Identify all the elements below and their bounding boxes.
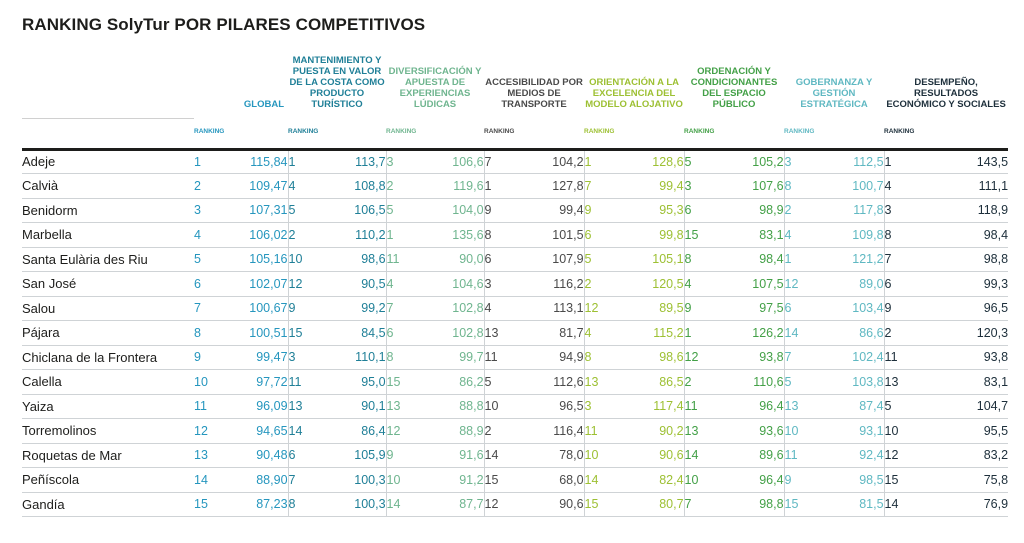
gobernanza-value-cell: 81,5 [820, 492, 884, 517]
desempeno-rank-cell: 4 [884, 174, 920, 199]
mantenimiento-value-cell: 105,9 [324, 443, 386, 468]
ordenacion-rank-cell: 12 [684, 345, 720, 370]
desempeno-rank-cell: 8 [884, 223, 920, 248]
ordenacion-value-cell: 93,6 [720, 419, 784, 444]
municipality-name: San José [22, 272, 194, 297]
ordenacion-value-cell: 107,5 [720, 272, 784, 297]
gobernanza-rank-cell: 10 [784, 419, 820, 444]
global-rank-cell: 10 [194, 370, 230, 395]
accesibilidad-value-cell: 99,4 [520, 198, 584, 223]
ordenacion-value-cell: 98,9 [720, 198, 784, 223]
accesibilidad-rank-cell: 13 [484, 321, 520, 346]
global-value-cell: 97,72 [230, 370, 288, 395]
orientacion-rank-cell: 2 [584, 272, 620, 297]
orientacion-rank-cell: 6 [584, 223, 620, 248]
diversificacion-value-cell: 102,8 [422, 296, 484, 321]
ranking-table [22, 44, 1008, 517]
accesibilidad-value-cell: 127,8 [520, 174, 584, 199]
table-row [22, 370, 1008, 395]
municipality-name: Salou [22, 296, 194, 321]
orientacion-rank-cell: 14 [584, 468, 620, 493]
accesibilidad-rank-cell: 6 [484, 247, 520, 272]
accesibilidad-value-cell: 94,9 [520, 345, 584, 370]
desempeno-rank-cell: 13 [884, 370, 920, 395]
mantenimiento-rank-cell: 7 [288, 468, 324, 493]
orientacion-value-cell: 89,5 [620, 296, 684, 321]
diversificacion-value-cell: 135,6 [422, 223, 484, 248]
orientacion-value-cell: 105,1 [620, 247, 684, 272]
header-mantenimiento: MANTENIMIENTO Y PUESTA EN VALOR DE LA COSTA COMO PRODUCTO TURÍSTICO [289, 55, 385, 110]
orientacion-value-cell: 120,5 [620, 272, 684, 297]
accesibilidad-rank-cell: 10 [484, 394, 520, 419]
accesibilidad-value-cell: 101,5 [520, 223, 584, 248]
global-value-cell: 100,67 [230, 296, 288, 321]
accesibilidad-value-cell: 113,1 [520, 296, 584, 321]
desempeno-value-cell: 104,7 [920, 394, 1008, 419]
gobernanza-rank-cell: 14 [784, 321, 820, 346]
accesibilidad-value-cell: 78,0 [520, 443, 584, 468]
municipality-name: Torremolinos [22, 419, 194, 444]
table-row [22, 174, 1008, 199]
mantenimiento-value-cell: 110,2 [324, 223, 386, 248]
orientacion-rank-cell: 13 [584, 370, 620, 395]
mantenimiento-rank-cell: 3 [288, 345, 324, 370]
accesibilidad-rank-cell: 14 [484, 443, 520, 468]
municipality-name: Calvià [22, 174, 194, 199]
desempeno-rank-cell: 5 [884, 394, 920, 419]
accesibilidad-rank-cell: 3 [484, 272, 520, 297]
diversificacion-rank-cell: 4 [386, 272, 422, 297]
desempeno-value-cell: 120,3 [920, 321, 1008, 346]
desempeno-rank-cell: 3 [884, 198, 920, 223]
desempeno-rank-cell: 12 [884, 443, 920, 468]
gobernanza-rank-cell: 3 [784, 149, 820, 174]
ordenacion-value-cell: 83,1 [720, 223, 784, 248]
mantenimiento-value-cell: 106,5 [324, 198, 386, 223]
desempeno-rank-cell: 9 [884, 296, 920, 321]
orientacion-rank-cell: 8 [584, 345, 620, 370]
orientacion-value-cell: 115,2 [620, 321, 684, 346]
global-value-cell: 106,02 [230, 223, 288, 248]
ranking-label-accesibilidad: RANKING [484, 128, 515, 136]
desempeno-rank-cell: 15 [884, 468, 920, 493]
header-ordenacion: ORDENACIÓN Y CONDICIONANTES DEL ESPACIO PÚBLICO [690, 66, 778, 110]
accesibilidad-rank-cell: 12 [484, 492, 520, 517]
ranking-label-diversificacion: RANKING [386, 128, 417, 136]
ranking-label-gobernanza: RANKING [784, 128, 815, 136]
diversificacion-value-cell: 87,7 [422, 492, 484, 517]
gobernanza-rank-cell: 15 [784, 492, 820, 517]
ordenacion-rank-cell: 14 [684, 443, 720, 468]
accesibilidad-rank-cell: 15 [484, 468, 520, 493]
mantenimiento-rank-cell: 2 [288, 223, 324, 248]
table-row [22, 345, 1008, 370]
municipality-name: Santa Eulària des Riu [22, 247, 194, 272]
header-accesibilidad: ACCESIBILIDAD POR MEDIOS DE TRANSPORTE [485, 77, 583, 110]
ordenacion-value-cell: 96,4 [720, 394, 784, 419]
diversificacion-rank-cell: 13 [386, 394, 422, 419]
diversificacion-value-cell: 88,9 [422, 419, 484, 444]
municipality-name: Benidorm [22, 198, 194, 223]
header-gobernanza: GOBERNANZA Y GESTIÓN ESTRATÉGICA [795, 77, 873, 110]
global-rank-cell: 1 [194, 149, 230, 174]
mantenimiento-value-cell: 99,2 [324, 296, 386, 321]
orientacion-value-cell: 117,4 [620, 394, 684, 419]
diversificacion-rank-cell: 12 [386, 419, 422, 444]
desempeno-value-cell: 83,1 [920, 370, 1008, 395]
orientacion-value-cell: 90,2 [620, 419, 684, 444]
gobernanza-rank-cell: 6 [784, 296, 820, 321]
diversificacion-rank-cell: 15 [386, 370, 422, 395]
table-row [22, 419, 1008, 444]
desempeno-rank-cell: 6 [884, 272, 920, 297]
global-value-cell: 96,09 [230, 394, 288, 419]
mantenimiento-value-cell: 95,0 [324, 370, 386, 395]
municipality-name: Peñíscola [22, 468, 194, 493]
gobernanza-rank-cell: 9 [784, 468, 820, 493]
ordenacion-rank-cell: 5 [684, 149, 720, 174]
table-row [22, 394, 1008, 419]
ranking-label-orientacion: RANKING [584, 128, 615, 136]
orientacion-value-cell: 82,4 [620, 468, 684, 493]
gobernanza-value-cell: 121,2 [820, 247, 884, 272]
gobernanza-value-cell: 100,7 [820, 174, 884, 199]
ordenacion-rank-cell: 9 [684, 296, 720, 321]
orientacion-rank-cell: 5 [584, 247, 620, 272]
accesibilidad-value-cell: 107,9 [520, 247, 584, 272]
table-row [22, 149, 1008, 174]
global-rank-cell: 6 [194, 272, 230, 297]
global-value-cell: 90,48 [230, 443, 288, 468]
gobernanza-value-cell: 98,5 [820, 468, 884, 493]
table-row [22, 296, 1008, 321]
desempeno-value-cell: 143,5 [920, 149, 1008, 174]
mantenimiento-rank-cell: 8 [288, 492, 324, 517]
gobernanza-rank-cell: 1 [784, 247, 820, 272]
mantenimiento-rank-cell: 4 [288, 174, 324, 199]
accesibilidad-rank-cell: 8 [484, 223, 520, 248]
diversificacion-value-cell: 88,8 [422, 394, 484, 419]
orientacion-value-cell: 99,8 [620, 223, 684, 248]
desempeno-value-cell: 118,9 [920, 198, 1008, 223]
mantenimiento-value-cell: 110,1 [324, 345, 386, 370]
ordenacion-rank-cell: 3 [684, 174, 720, 199]
mantenimiento-value-cell: 84,5 [324, 321, 386, 346]
mantenimiento-rank-cell: 12 [288, 272, 324, 297]
desempeno-value-cell: 75,8 [920, 468, 1008, 493]
global-value-cell: 109,47 [230, 174, 288, 199]
gobernanza-rank-cell: 4 [784, 223, 820, 248]
orientacion-rank-cell: 1 [584, 149, 620, 174]
gobernanza-rank-cell: 5 [784, 370, 820, 395]
mantenimiento-value-cell: 98,6 [324, 247, 386, 272]
header-global: GLOBAL [243, 99, 285, 110]
accesibilidad-value-cell: 116,2 [520, 272, 584, 297]
gobernanza-value-cell: 109,8 [820, 223, 884, 248]
ordenacion-value-cell: 98,8 [720, 492, 784, 517]
diversificacion-rank-cell: 2 [386, 174, 422, 199]
ordenacion-value-cell: 126,2 [720, 321, 784, 346]
ordenacion-rank-cell: 1 [684, 321, 720, 346]
ranking-subheader-row [22, 118, 1008, 149]
diversificacion-value-cell: 104,6 [422, 272, 484, 297]
diversificacion-value-cell: 90,0 [422, 247, 484, 272]
desempeno-value-cell: 98,8 [920, 247, 1008, 272]
ordenacion-rank-cell: 7 [684, 492, 720, 517]
desempeno-value-cell: 98,4 [920, 223, 1008, 248]
mantenimiento-value-cell: 108,8 [324, 174, 386, 199]
gobernanza-value-cell: 117,8 [820, 198, 884, 223]
accesibilidad-rank-cell: 2 [484, 419, 520, 444]
accesibilidad-rank-cell: 1 [484, 174, 520, 199]
gobernanza-rank-cell: 2 [784, 198, 820, 223]
table-row [22, 321, 1008, 346]
gobernanza-value-cell: 86,6 [820, 321, 884, 346]
accesibilidad-rank-cell: 9 [484, 198, 520, 223]
global-rank-cell: 3 [194, 198, 230, 223]
ordenacion-value-cell: 97,5 [720, 296, 784, 321]
mantenimiento-value-cell: 113,7 [324, 149, 386, 174]
diversificacion-value-cell: 119,6 [422, 174, 484, 199]
global-rank-cell: 11 [194, 394, 230, 419]
table-row [22, 492, 1008, 517]
desempeno-value-cell: 83,2 [920, 443, 1008, 468]
diversificacion-rank-cell: 10 [386, 468, 422, 493]
global-value-cell: 115,84 [230, 149, 288, 174]
column-header-row [22, 44, 1008, 118]
subheader-blank [22, 118, 194, 149]
ordenacion-value-cell: 110,6 [720, 370, 784, 395]
ranking-label-mantenimiento: RANKING [288, 128, 319, 136]
gobernanza-value-cell: 112,5 [820, 149, 884, 174]
orientacion-rank-cell: 9 [584, 198, 620, 223]
mantenimiento-rank-cell: 13 [288, 394, 324, 419]
desempeno-rank-cell: 1 [884, 149, 920, 174]
municipality-name: Yaiza [22, 394, 194, 419]
accesibilidad-value-cell: 112,6 [520, 370, 584, 395]
gobernanza-value-cell: 103,8 [820, 370, 884, 395]
table-row [22, 272, 1008, 297]
municipality-name: Adeje [22, 149, 194, 174]
mantenimiento-value-cell: 90,5 [324, 272, 386, 297]
orientacion-rank-cell: 15 [584, 492, 620, 517]
diversificacion-value-cell: 99,7 [422, 345, 484, 370]
orientacion-value-cell: 128,6 [620, 149, 684, 174]
orientacion-value-cell: 98,6 [620, 345, 684, 370]
global-rank-cell: 15 [194, 492, 230, 517]
accesibilidad-value-cell: 68,0 [520, 468, 584, 493]
table-row [22, 198, 1008, 223]
ordenacion-value-cell: 98,4 [720, 247, 784, 272]
gobernanza-value-cell: 102,4 [820, 345, 884, 370]
global-rank-cell: 5 [194, 247, 230, 272]
diversificacion-value-cell: 102,8 [422, 321, 484, 346]
mantenimiento-rank-cell: 6 [288, 443, 324, 468]
global-value-cell: 99,47 [230, 345, 288, 370]
table-row [22, 443, 1008, 468]
header-diversificacion: DIVERSIFICACIÓN Y APUESTA DE EXPERIENCIAS LÚDICAS [388, 66, 482, 110]
global-rank-cell: 4 [194, 223, 230, 248]
accesibilidad-value-cell: 116,4 [520, 419, 584, 444]
global-rank-cell: 12 [194, 419, 230, 444]
global-rank-cell: 9 [194, 345, 230, 370]
ordenacion-rank-cell: 8 [684, 247, 720, 272]
municipality-name: Chiclana de la Frontera [22, 345, 194, 370]
table-row [22, 223, 1008, 248]
global-rank-cell: 14 [194, 468, 230, 493]
orientacion-rank-cell: 7 [584, 174, 620, 199]
diversificacion-rank-cell: 9 [386, 443, 422, 468]
orientacion-rank-cell: 11 [584, 419, 620, 444]
diversificacion-rank-cell: 3 [386, 149, 422, 174]
gobernanza-value-cell: 89,0 [820, 272, 884, 297]
ordenacion-value-cell: 107,6 [720, 174, 784, 199]
global-value-cell: 102,07 [230, 272, 288, 297]
ordenacion-rank-cell: 2 [684, 370, 720, 395]
header-blank [22, 44, 194, 118]
desempeno-value-cell: 111,1 [920, 174, 1008, 199]
diversificacion-value-cell: 106,6 [422, 149, 484, 174]
gobernanza-rank-cell: 8 [784, 174, 820, 199]
ordenacion-rank-cell: 11 [684, 394, 720, 419]
ordenacion-value-cell: 96,4 [720, 468, 784, 493]
global-value-cell: 87,23 [230, 492, 288, 517]
desempeno-value-cell: 99,3 [920, 272, 1008, 297]
municipality-name: Calella [22, 370, 194, 395]
orientacion-rank-cell: 12 [584, 296, 620, 321]
accesibilidad-value-cell: 96,5 [520, 394, 584, 419]
mantenimiento-rank-cell: 14 [288, 419, 324, 444]
global-value-cell: 107,31 [230, 198, 288, 223]
desempeno-rank-cell: 7 [884, 247, 920, 272]
gobernanza-rank-cell: 12 [784, 272, 820, 297]
orientacion-value-cell: 99,4 [620, 174, 684, 199]
gobernanza-rank-cell: 11 [784, 443, 820, 468]
diversificacion-rank-cell: 8 [386, 345, 422, 370]
diversificacion-value-cell: 104,0 [422, 198, 484, 223]
desempeno-value-cell: 93,8 [920, 345, 1008, 370]
mantenimiento-value-cell: 100,3 [324, 468, 386, 493]
gobernanza-value-cell: 87,4 [820, 394, 884, 419]
municipality-name: Marbella [22, 223, 194, 248]
desempeno-value-cell: 96,5 [920, 296, 1008, 321]
table-row [22, 247, 1008, 272]
desempeno-rank-cell: 11 [884, 345, 920, 370]
desempeno-value-cell: 76,9 [920, 492, 1008, 517]
mantenimiento-rank-cell: 1 [288, 149, 324, 174]
orientacion-value-cell: 95,3 [620, 198, 684, 223]
global-rank-cell: 8 [194, 321, 230, 346]
mantenimiento-rank-cell: 11 [288, 370, 324, 395]
ordenacion-rank-cell: 6 [684, 198, 720, 223]
mantenimiento-value-cell: 100,3 [324, 492, 386, 517]
desempeno-value-cell: 95,5 [920, 419, 1008, 444]
diversificacion-rank-cell: 6 [386, 321, 422, 346]
global-rank-cell: 7 [194, 296, 230, 321]
municipality-name: Roquetas de Mar [22, 443, 194, 468]
accesibilidad-value-cell: 81,7 [520, 321, 584, 346]
gobernanza-value-cell: 92,4 [820, 443, 884, 468]
ranking-label-global: RANKING [194, 128, 225, 136]
table-row [22, 468, 1008, 493]
gobernanza-rank-cell: 7 [784, 345, 820, 370]
global-value-cell: 94,65 [230, 419, 288, 444]
ranking-label-ordenacion: RANKING [684, 128, 715, 136]
global-value-cell: 88,90 [230, 468, 288, 493]
gobernanza-value-cell: 93,1 [820, 419, 884, 444]
ordenacion-value-cell: 89,6 [720, 443, 784, 468]
mantenimiento-rank-cell: 15 [288, 321, 324, 346]
municipality-name: Gandía [22, 492, 194, 517]
orientacion-rank-cell: 4 [584, 321, 620, 346]
desempeno-rank-cell: 14 [884, 492, 920, 517]
diversificacion-rank-cell: 7 [386, 296, 422, 321]
accesibilidad-rank-cell: 4 [484, 296, 520, 321]
orientacion-value-cell: 90,6 [620, 443, 684, 468]
ranking-label-desempeno: RANKING [884, 128, 915, 136]
accesibilidad-rank-cell: 11 [484, 345, 520, 370]
gobernanza-value-cell: 103,4 [820, 296, 884, 321]
diversificacion-rank-cell: 11 [386, 247, 422, 272]
accesibilidad-rank-cell: 7 [484, 149, 520, 174]
header-orientacion: ORIENTACIÓN A LA EXCELENCIA DEL MODELO ALOJATIVO [585, 77, 683, 110]
accesibilidad-value-cell: 90,6 [520, 492, 584, 517]
page-title: RANKING SolyTur POR PILARES COMPETITIVOS [22, 15, 426, 34]
diversificacion-value-cell: 86,2 [422, 370, 484, 395]
mantenimiento-rank-cell: 9 [288, 296, 324, 321]
global-rank-cell: 2 [194, 174, 230, 199]
global-rank-cell: 13 [194, 443, 230, 468]
diversificacion-value-cell: 91,2 [422, 468, 484, 493]
desempeno-rank-cell: 2 [884, 321, 920, 346]
ordenacion-rank-cell: 13 [684, 419, 720, 444]
municipality-name: Pájara [22, 321, 194, 346]
diversificacion-rank-cell: 1 [386, 223, 422, 248]
ordenacion-rank-cell: 10 [684, 468, 720, 493]
orientacion-rank-cell: 10 [584, 443, 620, 468]
accesibilidad-rank-cell: 5 [484, 370, 520, 395]
mantenimiento-rank-cell: 5 [288, 198, 324, 223]
gobernanza-rank-cell: 13 [784, 394, 820, 419]
ordenacion-value-cell: 93,8 [720, 345, 784, 370]
mantenimiento-value-cell: 86,4 [324, 419, 386, 444]
diversificacion-rank-cell: 5 [386, 198, 422, 223]
desempeno-rank-cell: 10 [884, 419, 920, 444]
diversificacion-value-cell: 91,6 [422, 443, 484, 468]
accesibilidad-value-cell: 104,2 [520, 149, 584, 174]
diversificacion-rank-cell: 14 [386, 492, 422, 517]
orientacion-value-cell: 80,7 [620, 492, 684, 517]
global-value-cell: 100,51 [230, 321, 288, 346]
ordenacion-rank-cell: 15 [684, 223, 720, 248]
header-desempeno: DESEMPEÑO, RESULTADOS ECONÓMICO Y SOCIALES [886, 77, 1006, 110]
mantenimiento-rank-cell: 10 [288, 247, 324, 272]
global-value-cell: 105,16 [230, 247, 288, 272]
ordenacion-value-cell: 105,2 [720, 149, 784, 174]
orientacion-rank-cell: 3 [584, 394, 620, 419]
mantenimiento-value-cell: 90,1 [324, 394, 386, 419]
orientacion-value-cell: 86,5 [620, 370, 684, 395]
ordenacion-rank-cell: 4 [684, 272, 720, 297]
